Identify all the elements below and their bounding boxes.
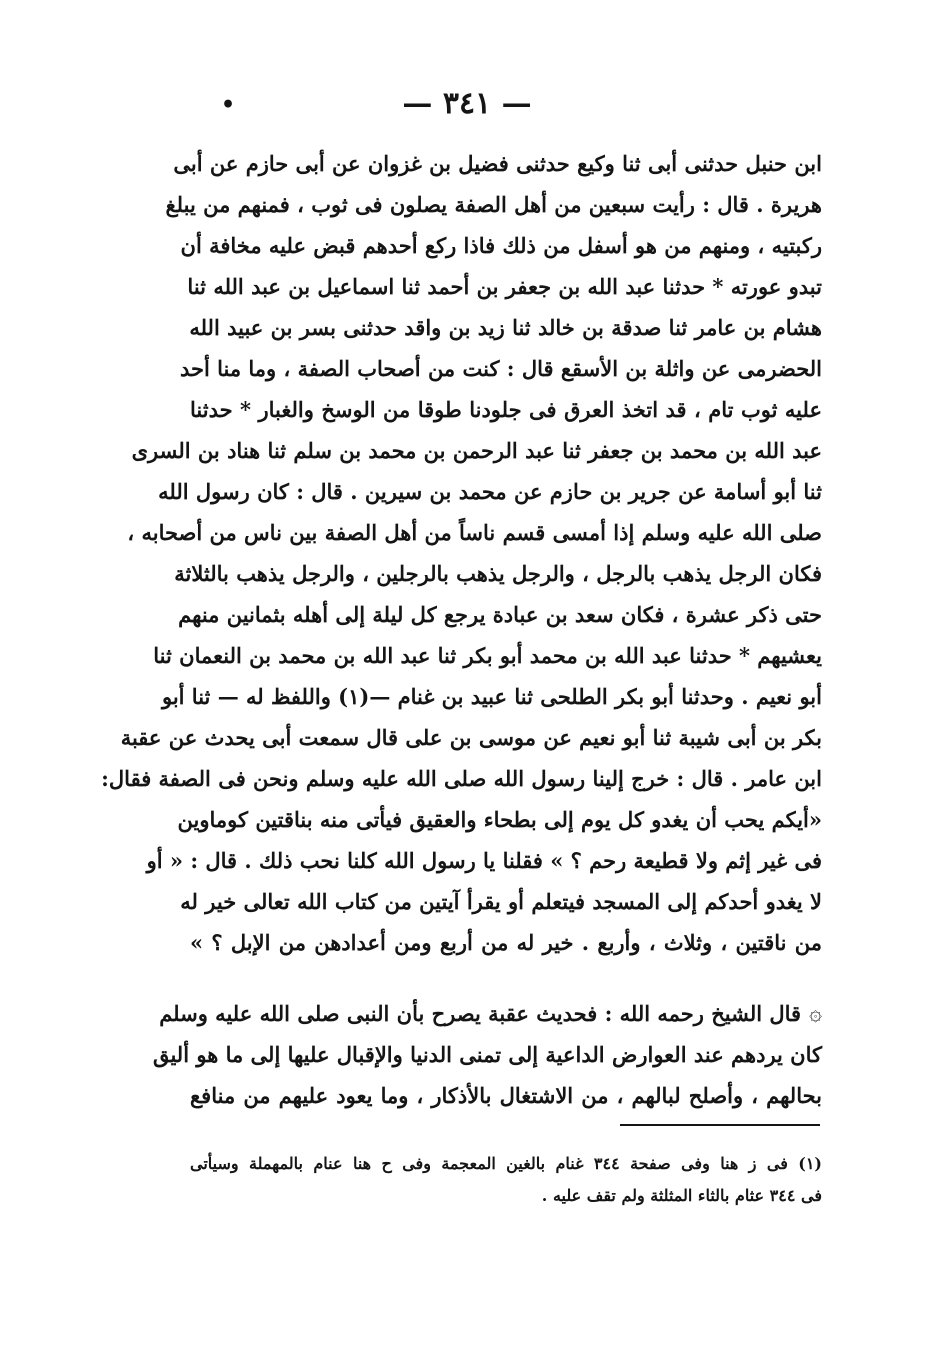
footnotes — [190, 1148, 822, 1212]
text-line: فى غير إثم ولا قطيعة رحم ؟ » فقلنا يا رسول الله كلنا نحب ذلك . قال : « أو — [146, 848, 822, 873]
text-line: أبو نعيم . وحدثنا أبو بكر الطلحى ثنا عبيد بن غنام —(١) واللفظ له — ثنا أبو — [161, 684, 822, 709]
text-line: عبد الله بن محمد بن جعفر ثنا عبد الرحمن بن محمد بن سلم ثنا هناد بن السرى — [131, 438, 822, 463]
text-line: لا يغدو أحدكم إلى المسجد فيتعلم أو يقرأ آيتين من كتاب الله تعالى خير له — [180, 889, 822, 914]
text-line: ابن حنبل حدثنى أبى ثنا وكيع حدثنى فضيل بن غزوان عن أبى حازم عن أبى — [173, 151, 822, 176]
body-text — [101, 143, 822, 1116]
page-header — [0, 86, 934, 126]
text-line: ركبتيه ، ومنهم من هو أسفل من ذلك فاذا ركع أحدهم قبض عليه مخافة أن — [180, 233, 822, 258]
text-line: تبدو عورته * حدثنا عبد الله بن جعفر بن أحمد ثنا اسماعيل بن عبد الله ثنا — [187, 274, 822, 299]
text-line: هشام بن عامر ثنا صدقة بن خالد ثنا زيد بن واقد حدثنى بسر بن عبيد الله — [189, 315, 822, 340]
text-line: من ناقتين ، وثلاث ، وأربع . خير له من أربع ومن أعدادهن من الإبل ؟ » — [190, 930, 822, 955]
ornament-icon: ۞ — [809, 1001, 822, 1026]
text-line: «أيكم يحب أن يغدو كل يوم إلى بطحاء والعقيق فيأتى منه بناقتين كوماوين — [177, 807, 822, 832]
footnote-divider — [620, 1124, 820, 1126]
text-line: عليه ثوب تام ، قد اتخذ العرق فى جلودنا طوقا من الوسخ والغبار * حدثنا — [190, 397, 822, 422]
text-line: صلى الله عليه وسلم إذا أمسى قسم ناساً من أهل الصفة بين ناس من أصحابه ، — [127, 520, 822, 545]
text-line: فكان الرجل يذهب بالرجل ، والرجل يذهب بالرجلين ، والرجل يذهب بالثلاثة — [174, 561, 822, 586]
text-line: بكر بن أبى شيبة ثنا أبو نعيم عن موسى بن على قال سمعت أبى يحدث عن عقبة — [120, 725, 822, 750]
text-line: الحضرمى عن واثلة بن الأسقع قال : كنت من أصحاب الصفة ، وما منا أحد — [179, 356, 822, 381]
text-line: قال الشيخ رحمه الله : فحديث عقبة يصرح بأن النبى صلى الله عليه وسلم — [159, 1001, 802, 1026]
text-line: كان يردهم عند العوارض الداعية إلى تمنى الدنيا والإقبال عليها إلى ما هو أليق — [152, 1042, 822, 1067]
text-line: يعشيهم * حدثنا عبد الله بن محمد أبو بكر ثنا عبد الله بن محمد بن النعمان ثنا — [153, 643, 822, 668]
footnote-line: (١) فى ز هنا وفى صفحة ٣٤٤ غنام بالغين المعجمة وفى ح هنا عنام بالمهملة وسيأتى — [190, 1154, 822, 1173]
text-line: بحالهم ، وأصلح لبالهم ، من الاشتغال بالأذكار ، وما يعود عليهم من منافع — [190, 1083, 822, 1108]
page-number: — ٣٤١ — — [402, 86, 532, 121]
header-dot: • — [221, 92, 236, 118]
paragraph-gap — [190, 963, 822, 993]
paragraph-opening — [159, 993, 822, 1034]
text-line: ابن عامر . قال : خرج إلينا رسول الله صلى الله عليه وسلم ونحن فى الصفة فقال: — [101, 766, 822, 791]
text-line: هريرة . قال : رأيت سبعين من أهل الصفة يصلون فى ثوب ، فمنهم من يبلغ — [165, 192, 822, 217]
footnote-line: فى ٣٤٤ عثام بالثاء المثلثة ولم تقف عليه . — [541, 1186, 822, 1205]
text-line: حتى ذكر عشرة ، فكان سعد بن عبادة يرجع كل ليلة إلى أهله بثمانين منهم — [178, 602, 822, 627]
text-line: ثنا أبو أسامة عن جرير بن حازم عن محمد بن سيرين . قال : كان رسول الله — [158, 479, 822, 504]
